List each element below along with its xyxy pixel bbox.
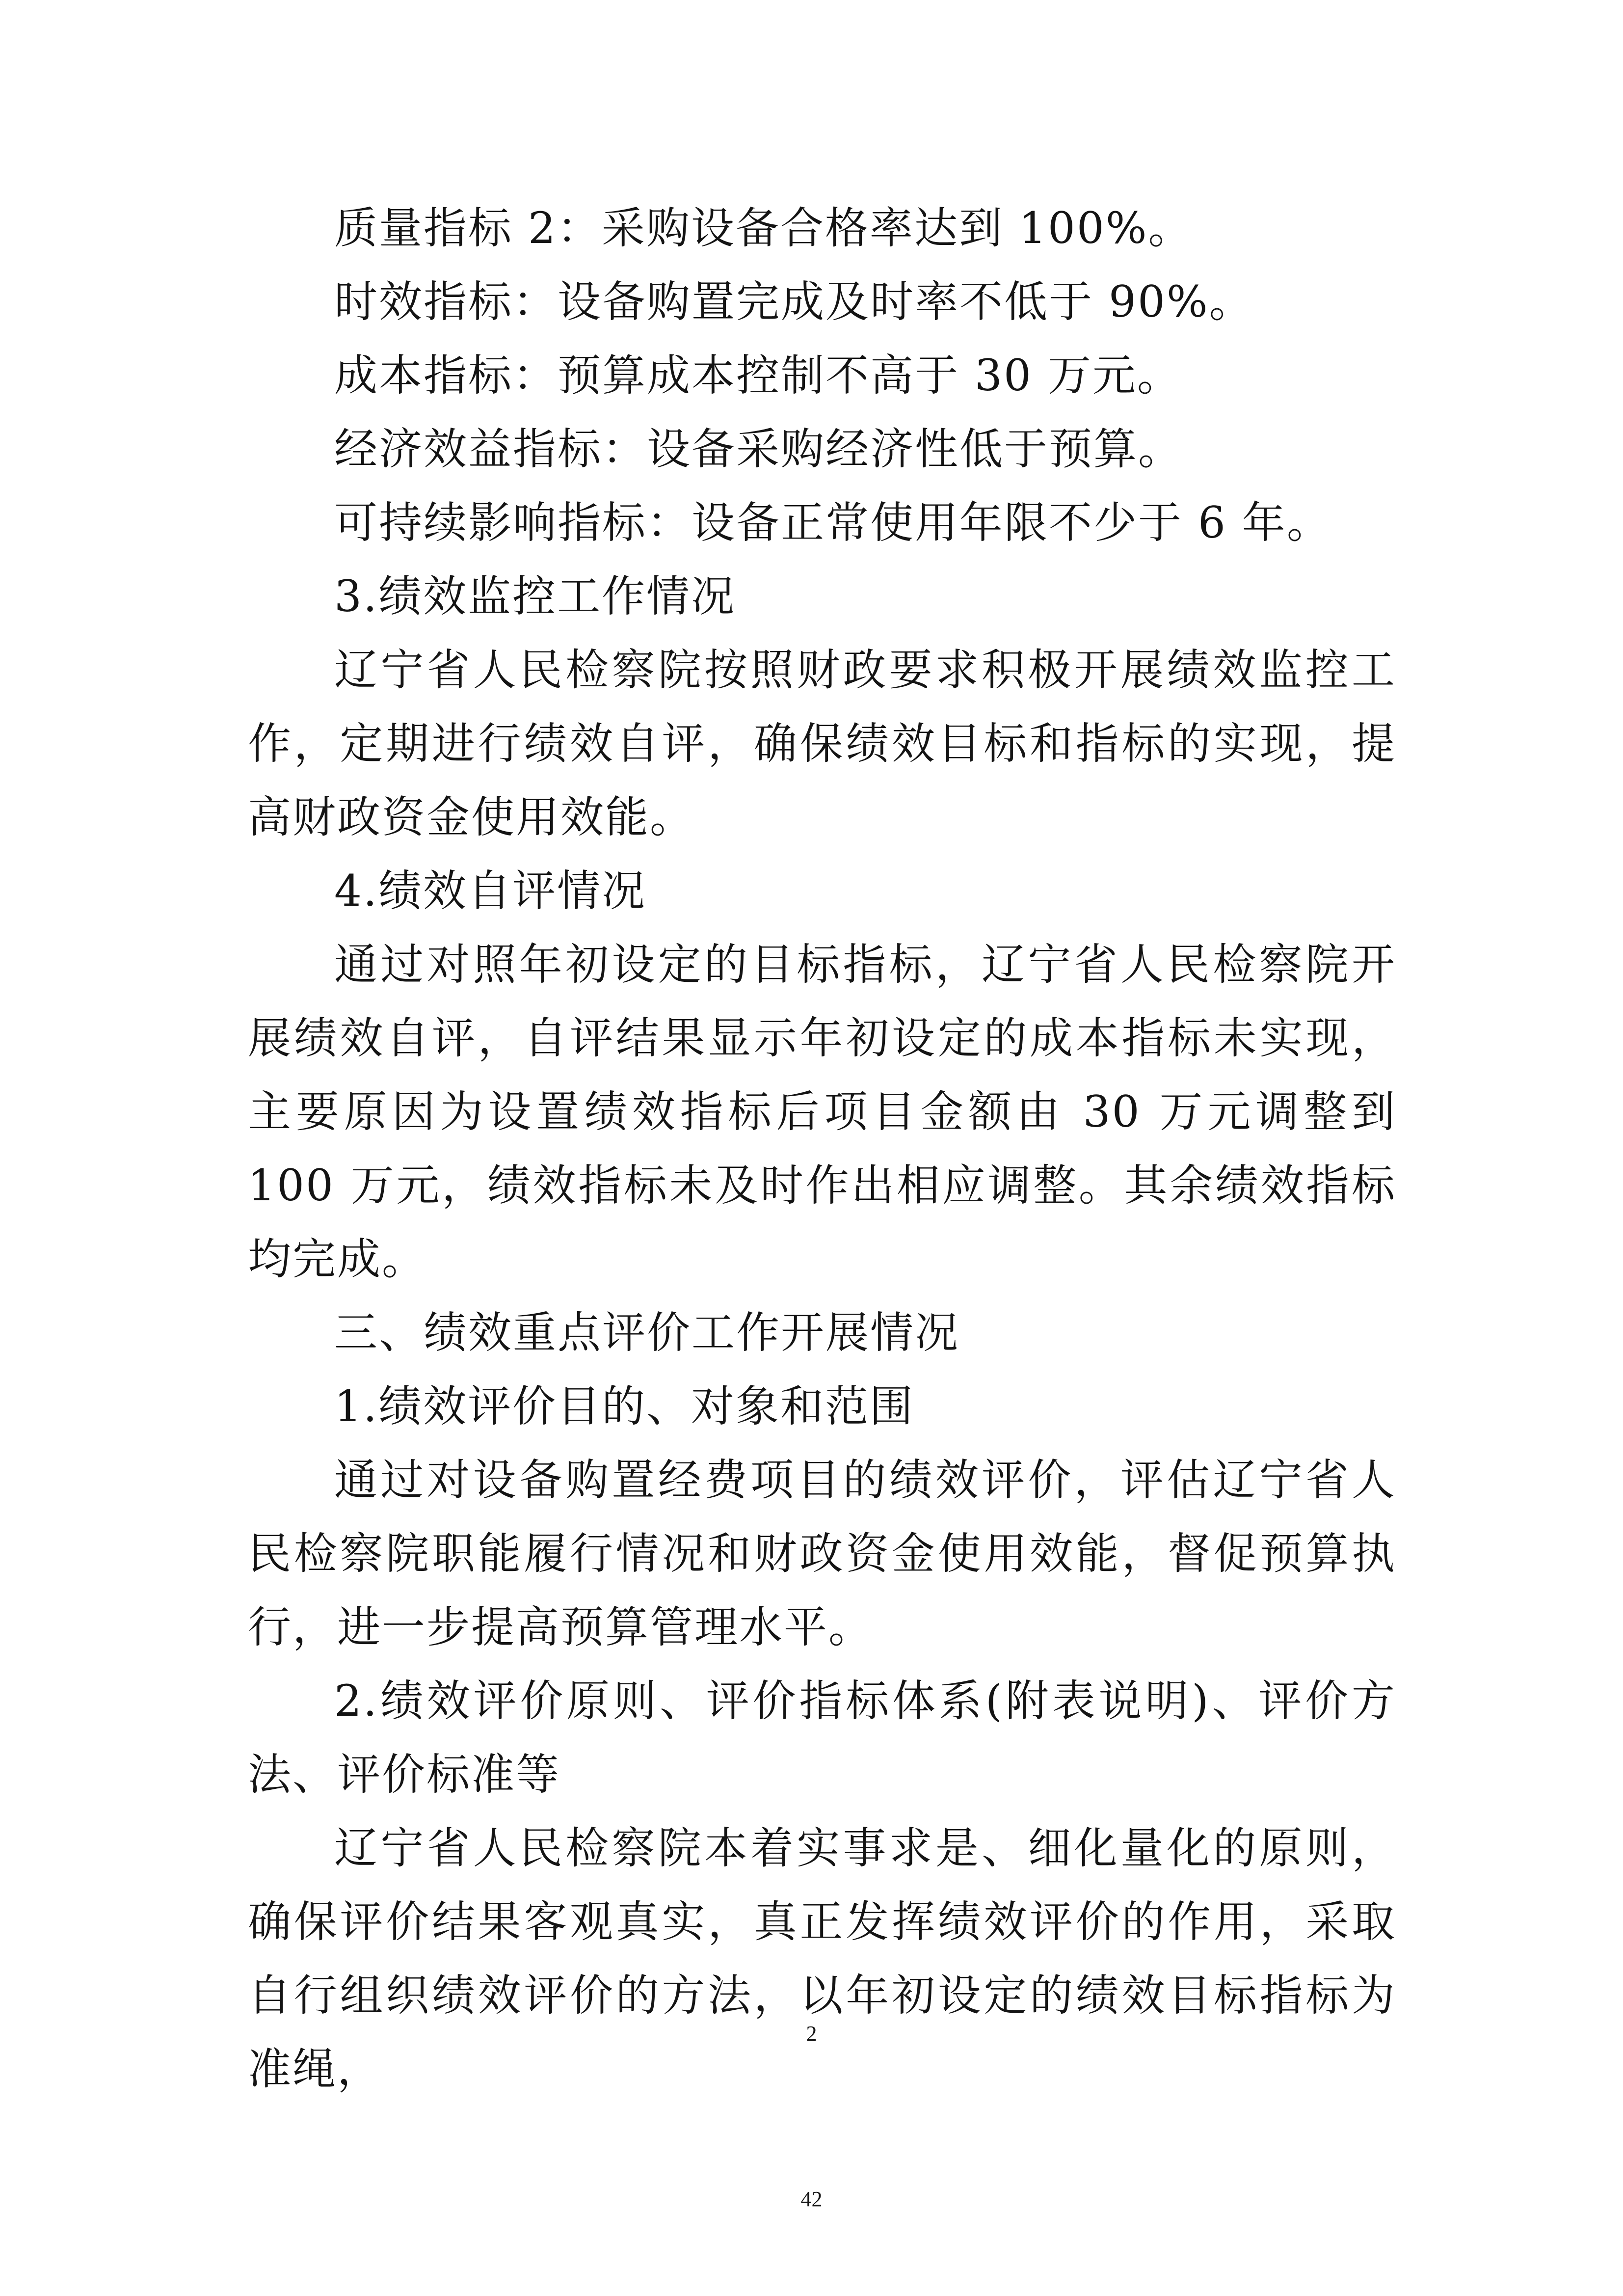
heading-monitoring-work: 3.绩效监控工作情况 <box>334 571 736 621</box>
heading-self-evaluation: 4.绩效自评情况 <box>334 865 646 916</box>
paragraph-cost-indicator: 成本指标：预算成本控制不高于 30 万元。 <box>334 350 1182 401</box>
paragraph-economic-benefit-indicator: 经济效益指标：设备采购经济性低于预算。 <box>334 424 1183 474</box>
paragraph-self-evaluation: 通过对照年初设定的目标指标，辽宁省人民检察院开展绩效自评，自评结果显示年初设定的成本指标未实现，主要原因为设置绩效指标后项目金额由 30 万元调整到 100 万元，绩效指标未及时作出相应调整。其余绩效指标均完成。 <box>248 939 1396 1284</box>
paragraph-timeliness-indicator: 时效指标：设备购置完成及时率不低于 90%。 <box>334 276 1254 327</box>
paragraph-monitoring-work: 辽宁省人民检察院按照财政要求积极开展绩效监控工作，定期进行绩效自评，确保绩效目标和指标的实现，提高财政资金使用效能。 <box>248 645 1396 842</box>
paragraph-evaluation-principles: 辽宁省人民检察院本着实事求是、细化量化的原则，确保评价结果客观真实，真正发挥绩效评价的作用，采取自行组织绩效评价的方法，以年初设定的绩效目标指标为准绳， <box>248 1823 1396 2094</box>
heading-evaluation-principles: 2.绩效评价原则、评价指标体系(附表说明)、评价方法、评价标准等 <box>248 1675 1396 1800</box>
paragraph-quality-indicator-2: 质量指标 2：采购设备合格率达到 100%。 <box>334 203 1193 253</box>
page-number-inner: 2 <box>806 2022 817 2046</box>
paragraph-sustainability-indicator: 可持续影响指标：设备正常使用年限不少于 6 年。 <box>334 497 1331 548</box>
heading-evaluation-purpose: 1.绩效评价目的、对象和范围 <box>334 1381 914 1432</box>
document-body <box>248 191 1396 2106</box>
page-number-outer: 42 <box>800 2187 823 2211</box>
section-heading-key-evaluation: 三、绩效重点评价工作开展情况 <box>334 1307 960 1358</box>
paragraph-evaluation-purpose: 通过对设备购置经费项目的绩效评价，评估辽宁省人民检察院职能履行情况和财政资金使用效能，督促预算执行，进一步提高预算管理水平。 <box>248 1455 1396 1652</box>
